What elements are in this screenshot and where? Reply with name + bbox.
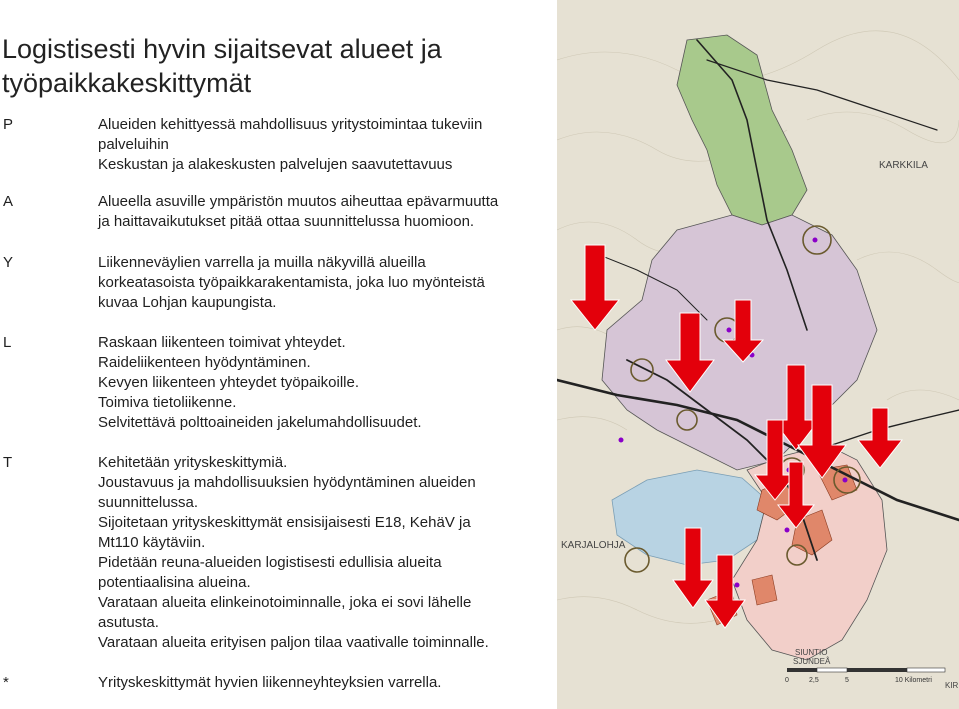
- row-letter: A: [3, 193, 14, 210]
- row-letter: L: [3, 334, 12, 351]
- text-line: Toimiva tietoliikenne.: [98, 394, 237, 411]
- text-line: palveluihin: [98, 136, 169, 153]
- scale-tick-5: 5: [845, 677, 849, 684]
- scale-tick-0: 0: [785, 677, 789, 684]
- place-label-sjundea: SJUNDEÅ: [793, 657, 831, 666]
- text-line: Alueella asuville ympäristön muutos aiheuttaa epävarmuutta: [98, 193, 499, 210]
- row-text: [98, 673, 543, 693]
- scale-tick-2-5: 2,5: [809, 677, 819, 684]
- text-line: Mt110 käytäviin.: [98, 534, 206, 551]
- text-line: Varataan alueita elinkeinotoiminnalle, joka ei sovi lähelle: [98, 594, 472, 611]
- text-line: Joustavuus ja mahdollisuuksien hyödyntäminen alueiden: [98, 474, 476, 491]
- text-line: Kevyen liikenteen yhteydet työpaikoille.: [98, 374, 359, 391]
- row-text: [98, 253, 543, 313]
- text-line: ja haittavaikutukset pitää ottaa suunnittelussa huomioon.: [98, 213, 475, 230]
- text-line: potentiaalisina alueina.: [98, 574, 251, 591]
- row-text: [98, 453, 543, 653]
- text-line: Raideliikenteen hyödyntäminen.: [98, 354, 311, 371]
- text-line: Sijoitetaan yrityskeskittymät ensisijaisesti E18, KehäV ja: [98, 514, 471, 531]
- scale-tick-10: 10 Kilometri: [895, 677, 932, 684]
- row-text: [98, 333, 543, 433]
- text-line: Keskustan ja alakeskusten palvelujen saavutettavuus: [98, 156, 453, 173]
- text-line: Kehitetään yrityskeskittymiä.: [98, 454, 288, 471]
- text-line: kuvaa Lohjan kaupungista.: [98, 294, 277, 311]
- text-line: asutusta.: [98, 614, 159, 631]
- row-letter: P: [3, 116, 14, 133]
- text-line: Raskaan liikenteen toimivat yhteydet.: [98, 334, 346, 351]
- row-letter: Y: [3, 254, 14, 271]
- row-letter: T: [3, 454, 13, 471]
- text-line: Selvitettävä polttoaineiden jakelumahdollisuudet.: [98, 414, 422, 431]
- text-line: Pidetään reuna-alueiden logistisesti edullisia alueita: [98, 554, 442, 571]
- place-label-karkkila: KARKKILA: [879, 160, 928, 171]
- place-label-siuntio: SIUNTIO: [795, 648, 828, 657]
- row-text: [98, 115, 543, 175]
- text-line: suunnittelussa.: [98, 494, 199, 511]
- text-line: Liikenneväylien varrella ja muilla näkyvillä alueilla: [98, 254, 426, 271]
- text-line: korkeatasoista työpaikkarakentamista, joka luo myönteistä: [98, 274, 485, 291]
- text-line: Varataan alueita erityisen paljon tilaa vaativalle toiminnalle.: [98, 634, 489, 651]
- page-title: [2, 32, 552, 100]
- text-line: Yrityskeskittymät hyvien liikenneyhteyksien varrella.: [98, 674, 442, 691]
- row-letter: *: [3, 674, 9, 691]
- place-label-kir: KIR: [945, 681, 959, 690]
- row-text: [98, 192, 543, 232]
- title-line-1: Logistisesti hyvin sijaitsevat alueet ja: [2, 34, 442, 64]
- title-line-2: työpaikkakeskittymät: [2, 68, 252, 98]
- text-line: Alueiden kehittyessä mahdollisuus yritystoimintaa tukeviin: [98, 116, 483, 133]
- land-use-map: [557, 0, 959, 709]
- place-label-karjalohja: KARJALOHJA: [561, 540, 626, 551]
